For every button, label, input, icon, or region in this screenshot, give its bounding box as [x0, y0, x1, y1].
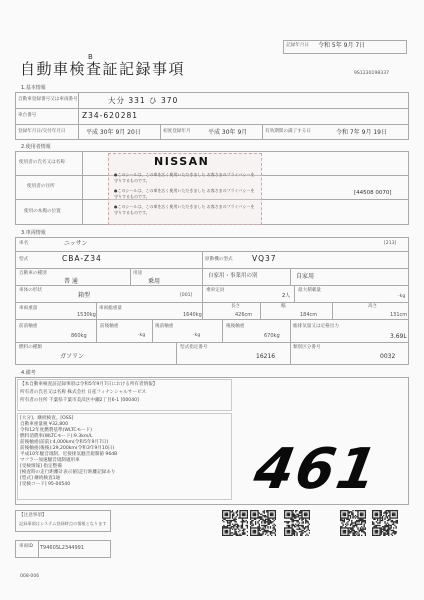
kind-value: 普 通 — [64, 278, 78, 285]
category-value: 0032 — [380, 353, 396, 360]
width-value: 184cm — [300, 312, 318, 318]
notes-title: 【注意事項】 — [19, 513, 47, 518]
displacement-value: 3.69L — [390, 333, 407, 340]
handwritten-number: 461 — [249, 437, 384, 502]
remark-line: [大分]。継続検査。[OSS] — [20, 416, 74, 421]
basic-row1-label: 自動車登録番号又は車両番号 — [18, 97, 78, 102]
user-address-label: 使用者の住所 — [27, 184, 55, 189]
designation-label: 型式指定番号 — [180, 345, 208, 350]
maker-value: ニッサン — [64, 240, 88, 247]
b-mark: B — [88, 53, 93, 61]
remark-line: [型式] 継続検査1通 — [20, 476, 61, 481]
use-label: 用途 — [133, 271, 143, 276]
notes-text: 記録事項はシステム登録時点の情報となります — [19, 521, 107, 526]
fuel-value: ガソリン — [60, 353, 85, 360]
doc-number: 9S1230198337 — [354, 71, 390, 76]
nissan-logo: NISSAN — [154, 155, 210, 168]
engine-value: VQ37 — [252, 254, 277, 263]
basic-section-title: 1.基本情報 — [21, 85, 46, 91]
height-value: 131cm — [390, 312, 408, 318]
remark-line: 自動車重量税 ¥32,800 — [20, 422, 69, 427]
basic-row3-label-b: 初度登録年月 — [163, 129, 191, 134]
rear-front-axle-unit: -kg — [193, 333, 201, 338]
rear-axle-value: 670kg — [264, 333, 280, 339]
qr-code-5 — [372, 510, 398, 536]
use-value: 乗用 — [148, 278, 161, 285]
gvw-label: 車両総重量 — [99, 306, 122, 311]
front-axle-value: 860kg — [71, 333, 87, 339]
shape-label: 車体の形状 — [19, 288, 42, 293]
remark-line: 所有者の住所 千葉県千葉市美浜区中瀬2丁目6-1 [00040] — [20, 398, 139, 403]
front-rear-axle-label: 前後軸重 — [100, 324, 119, 329]
record-date-label: 記録年月日 — [286, 43, 309, 48]
remark-line: 令和12年度燃費基準(WLTCモード) — [20, 428, 92, 433]
qr-code-3 — [284, 510, 310, 536]
users-section-title: 2.使用者情報 — [21, 144, 51, 150]
length-value: 426cm — [235, 312, 253, 318]
weight-value: 1530kg — [77, 312, 96, 318]
user-name-label: 使用者の氏名又は名称 — [19, 160, 65, 165]
max-load-unit: -kg — [398, 294, 406, 299]
shape-code: [001] — [180, 293, 193, 298]
gvw-value: 1640kg — [183, 312, 202, 318]
designation-value: 16216 — [256, 353, 276, 360]
remark-line: 所有者の氏名又は名称 株式会社 日産フィナンシャルサービス — [20, 390, 147, 395]
shape-value: 箱型 — [78, 292, 91, 299]
rear-axle-label: 後後軸重 — [226, 324, 245, 329]
model-value: CBA-Z34 — [62, 254, 102, 263]
privacy-notice-3: ●このシールは、この車を広く使用いただきました お客さまのプライバシーを守りするものです。 — [114, 204, 255, 215]
fuel-label: 燃料の種類 — [19, 345, 42, 350]
footer-code: 008-006 — [20, 574, 40, 579]
page-title: 自動車検査証記録事項 — [20, 60, 186, 78]
basic-row2-label: 車台番号 — [18, 113, 37, 118]
weight-label: 車両重量 — [19, 306, 38, 311]
displacement-label: 総排気量又は定格出力 — [293, 324, 339, 329]
front-rear-axle-unit: -kg — [138, 333, 146, 338]
qr-code-2 — [250, 510, 276, 536]
capacity-value: 2人 — [282, 293, 291, 299]
registration-number: 大分 331 ひ 370 — [108, 96, 179, 105]
remark-line: 燃料消費率(WLTCモード):9.3km/L — [20, 434, 93, 439]
vehicle-id-label: 車両ID — [19, 544, 34, 549]
privacy-notice-2: ●このシールは、この車を広く使用いただきました お客さまのプライバシーを守りするものです。 — [114, 188, 255, 199]
private-business-options: 自家用・事業用の別 — [208, 273, 258, 279]
maker-label: 車名 — [19, 241, 29, 246]
qr-code-1 — [222, 510, 248, 536]
remark-line: [受検コード] 95-00540 — [20, 482, 71, 487]
base-location-label: 使用の本拠の位置 — [24, 209, 61, 214]
first-registration: 平成 30年 9月 — [208, 129, 248, 136]
basic-row3-label-a: 登録年月日/交付年月日 — [18, 129, 66, 134]
vehicle-id-value: T9460SL2344991 — [40, 545, 85, 551]
remark-line: 平成10年騒音規制。近接排気騒音規制値 96dB — [20, 452, 118, 457]
max-load-label: 最大積載量 — [298, 288, 321, 293]
width-label: 幅 — [281, 304, 286, 309]
qr-code-4 — [340, 510, 366, 536]
category-label: 類別区分番号 — [293, 345, 321, 350]
model-label: 型式 — [19, 257, 29, 262]
address-code: [44508 0070] — [354, 190, 392, 196]
maker-code: [213] — [384, 241, 397, 246]
basic-row3-label-c: 有効期間の満了する日 — [265, 129, 311, 134]
expiry-date: 令和 7年 9月 19日 — [336, 129, 387, 136]
remark-line: [受検情報] 指定整備 — [20, 464, 62, 469]
remark-line: 前後軸重(後後):29,200km(令和3年9月10日) — [20, 446, 115, 451]
record-date-value: 令和 5年 9月 7日 — [318, 42, 366, 49]
length-label: 長さ — [231, 304, 241, 309]
privacy-notice-1: ●このシールは、この車を広く使用いただきました お客さまのプライバシーを守りするものです。 — [114, 172, 255, 183]
remark-line: 【本自動車検査証記録事項は令和5年9月7日における所有者情報】 — [20, 382, 158, 387]
capacity-label: 乗車定員 — [206, 288, 225, 293]
remark-line: マフラー加速騒音規制適用車 — [20, 458, 80, 463]
private-business-value: 自家用 — [296, 273, 315, 280]
chassis-number: Z34-620281 — [82, 111, 139, 120]
vehicle-section-title: 3.車両情報 — [21, 230, 46, 236]
kind-label: 自動車の種別 — [19, 271, 47, 276]
height-label: 高さ — [368, 304, 378, 309]
front-axle-label: 前前軸重 — [19, 324, 38, 329]
rear-front-axle-label: 後前軸重 — [155, 324, 174, 329]
remarks-section-title: 4.備考 — [21, 370, 36, 376]
remark-line: [検査時の走行距離計表示値]走行距離記録あり — [20, 470, 116, 475]
registration-date: 平成 30年 9月 20日 — [86, 129, 141, 136]
engine-label: 原動機の型式 — [205, 257, 233, 262]
remark-line: 前後軸重(前前):4,000km(令和5年9月7日) — [20, 440, 109, 445]
